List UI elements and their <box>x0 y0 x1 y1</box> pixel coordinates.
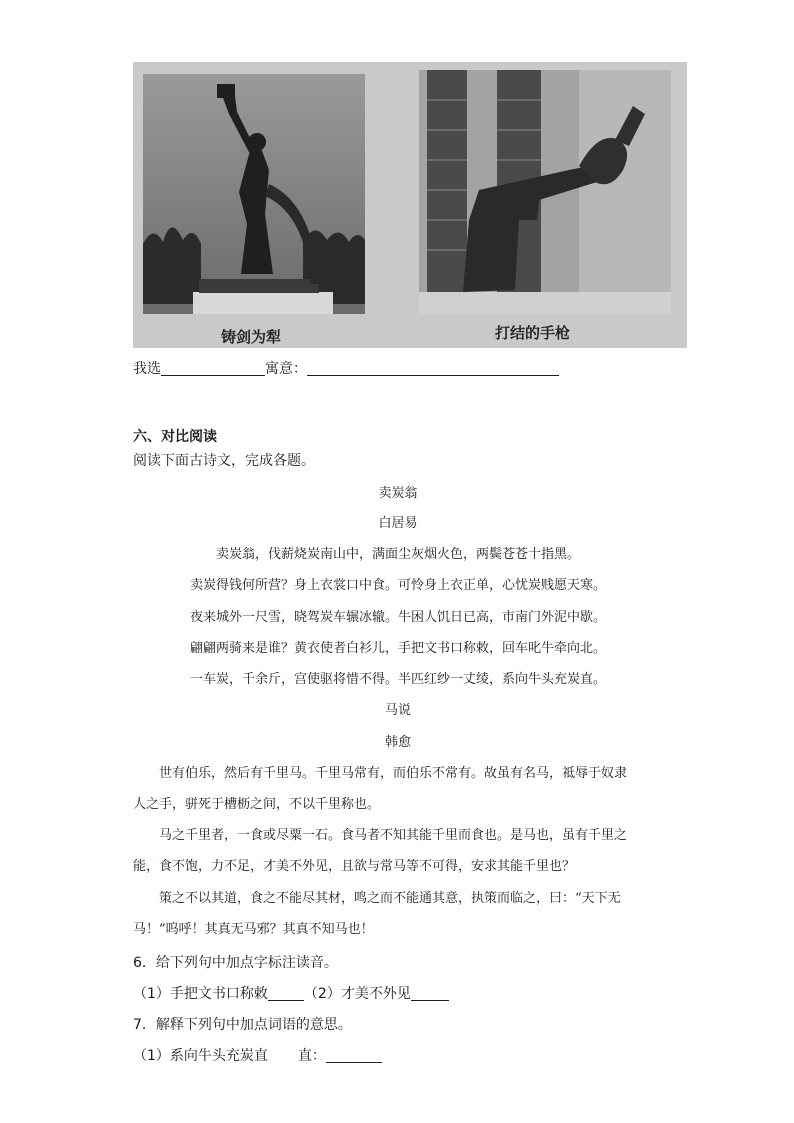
essay-author: 韩愈 <box>384 735 411 750</box>
poem-line: 夜来城外一尺雪，晓驾炭车辗冰辙。牛困人饥日已高，市南门外泥中歇。 <box>189 610 606 625</box>
poem-line: 卖炭翁，伐薪烧炭南山中，满面尘灰烟火色，两鬓苍苍十指黑。 <box>215 547 580 562</box>
q6-item1-text: （1）手把文书口称敕 <box>133 986 268 1002</box>
essay-line: 人之手，骈死于槽枥之间，不以千里称也。 <box>133 797 381 812</box>
q6-item1-blank[interactable] <box>268 986 304 1001</box>
essay-line: 马之千里者，一食或尽粟一石。食马者不知其能千里而食也。是马也，虽有千里之 <box>159 828 628 843</box>
question-6-stem: 6．给下列句中加点字标注读音。 <box>133 955 338 971</box>
q7-item1-blank[interactable] <box>326 1048 382 1063</box>
poem-author: 白居易 <box>378 516 418 531</box>
sword-to-plough-sculpture-image <box>143 74 365 314</box>
q7-item1-word: 直： <box>297 1048 326 1064</box>
choose-answer-line <box>133 360 559 378</box>
left-photo-caption: 铸剑为犁 <box>221 328 282 346</box>
poem-line: 卖炭得钱何所营？身上衣裳口中食。可怜身上衣正单，心忧炭贱愿天寒。 <box>189 578 606 593</box>
meaning-blank[interactable] <box>307 361 559 376</box>
sword-to-plough-photo <box>143 74 365 314</box>
knotted-gun-sculpture-image <box>419 70 671 314</box>
choose-blank[interactable] <box>161 361 265 376</box>
question-7-items <box>133 1047 382 1065</box>
question-6-items <box>133 985 449 1003</box>
q6-item2-text: （2）才美不外见 <box>303 986 411 1002</box>
right-photo-caption: 打结的手枪 <box>495 324 571 342</box>
meaning-label: 寓意： <box>265 361 307 377</box>
essay-line: 世有伯乐，然后有千里马。千里马常有，而伯乐不常有。故虽有名马，祗辱于奴隶 <box>159 766 628 781</box>
knotted-gun-photo <box>419 70 671 314</box>
essay-line: 能，食不饱，力不足，才美不外见，且欲与常马等不可得，安求其能千里也？ <box>133 859 576 874</box>
poem-line: 一车炭，千余斤，宫使驱将惜不得。半匹红纱一丈绫，系向牛头充炭直。 <box>189 672 606 687</box>
essay-line: 马！”呜呼！其真无马邪？其真不知马也！ <box>133 922 374 937</box>
essay-line: 策之不以其道，食之不能尽其材，鸣之而不能通其意，执策而临之，曰：“天下无 <box>159 891 621 906</box>
q7-item1-text: （1）系向牛头充炭直 <box>133 1048 268 1064</box>
essay-title: 马说 <box>384 703 411 718</box>
choose-label: 我选 <box>133 361 161 377</box>
poem-title: 卖炭翁 <box>378 486 418 501</box>
section-heading: 六、对比阅读 <box>133 429 217 445</box>
photo-figure <box>133 62 687 348</box>
question-7-stem: 7．解释下列句中加点词语的意思。 <box>133 1017 352 1033</box>
poem-line: 翩翩两骑来是谁？黄衣使者白衫儿，手把文书口称敕，回车叱牛牵向北。 <box>189 641 606 656</box>
q6-item2-blank[interactable] <box>411 986 449 1001</box>
section-instruction: 阅读下面古诗文，完成各题。 <box>133 453 315 469</box>
